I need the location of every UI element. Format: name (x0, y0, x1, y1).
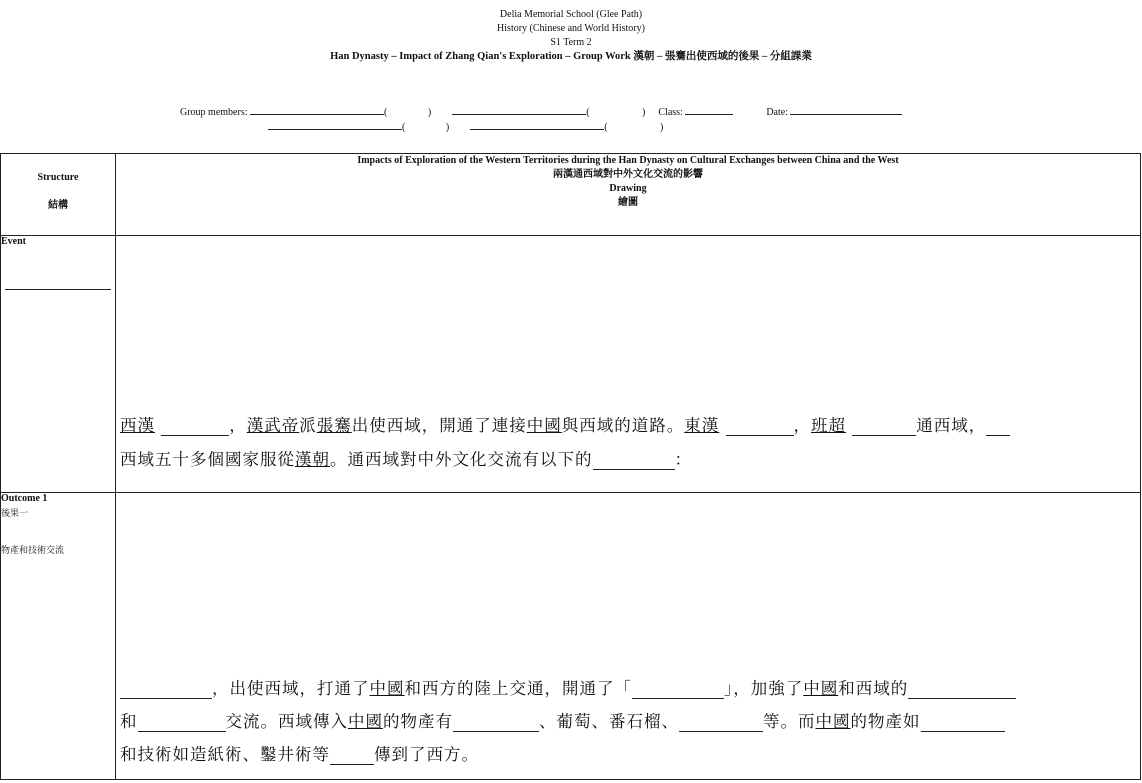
structure-header (1, 154, 116, 236)
outcome-1-label-zh: 後果一 (1, 508, 29, 518)
fill-blank[interactable] (138, 711, 226, 732)
fill-blank[interactable] (679, 711, 763, 732)
event-label: Event (1, 236, 26, 247)
member-name-blank[interactable] (250, 103, 384, 115)
outcome-1-topic: 物產和技術交流 (1, 545, 65, 555)
fill-blank[interactable] (453, 711, 539, 732)
worksheet-table (0, 153, 1141, 780)
event-text-line-2: 西域五十多個國家服從漢朝。通西域對中外文化交流有以下的 ： (120, 450, 692, 469)
structure-label-en: Structure (37, 172, 79, 183)
group-members-row-1: Group members: ( ) ( ) Class: Date: (180, 103, 902, 118)
group-members-label: Group members: (180, 107, 248, 118)
subject-name: History (Chinese and World History) (497, 23, 645, 34)
date-label: Date: (766, 107, 788, 118)
outcome-1-drawing-cell[interactable] (116, 493, 1141, 780)
school-name: Delia Memorial School (Glee Path) (499, 9, 643, 20)
fill-blank[interactable] (921, 711, 1005, 732)
worksheet-title: Han Dynasty – Impact of Zhang Qian's Exploration – Group Work 漢朝 – 張騫出使西域的後果 – 分組課業 (330, 51, 812, 62)
group-members-row-2: ( ) ( ) (268, 118, 663, 133)
drawing-label-en: Drawing (609, 183, 647, 194)
fill-blank[interactable] (330, 744, 374, 765)
fill-blank[interactable] (986, 415, 1010, 436)
fill-blank[interactable] (161, 415, 229, 436)
heading-en: Impacts of Exploration of the Western Territories during the Han Dynasty on Cultural Exchanges between China and the West (357, 155, 899, 166)
fill-blank[interactable] (908, 678, 1016, 699)
event-label-cell (1, 236, 116, 493)
member-name-blank[interactable] (268, 118, 402, 130)
outcome-1-text-line-1: ，出使西域，打通了中國和西方的陸上交通，開通了「 」，加強了中國和西域的 (120, 673, 1016, 705)
member-name-blank[interactable] (470, 118, 604, 130)
table-header-row (1, 154, 1141, 236)
event-name-blank[interactable] (5, 289, 111, 290)
drawing-label-zh: 繪圖 (618, 197, 638, 208)
date-blank[interactable] (790, 103, 902, 115)
outcome-1-label: Outcome 1 (1, 493, 48, 504)
heading-zh: 兩漢通西域對中外文化交流的影響 (553, 169, 703, 180)
fill-blank[interactable] (726, 415, 794, 436)
fill-blank[interactable] (632, 678, 724, 699)
structure-label-zh: 結構 (48, 200, 68, 211)
drawing-header (116, 154, 1141, 236)
outcome-1-row (1, 493, 1141, 780)
fill-blank[interactable] (593, 449, 675, 470)
event-row (1, 236, 1141, 493)
class-label: Class: (658, 107, 683, 118)
fill-blank[interactable] (120, 678, 212, 699)
member-name-blank[interactable] (452, 103, 586, 115)
fill-blank[interactable] (852, 415, 916, 436)
event-text-line-1: 西漢 ，漢武帝派張騫出使西域，開通了連接中國與西域的道路。東漢 ，班超 通西域， (120, 410, 1010, 442)
outcome-1-label-cell (1, 493, 116, 780)
outcome-1-text-line-2: 和 交流。西域傳入中國的物產有 、葡萄、番石榴、 等。而中國的物產如 (120, 706, 1005, 738)
class-blank[interactable] (685, 103, 733, 115)
term-label: S1 Term 2 (550, 37, 592, 48)
outcome-1-text-line-3: 和技術如造紙術、鑿井術等 傳到了西方。 (120, 745, 479, 764)
event-drawing-cell[interactable] (116, 236, 1141, 493)
